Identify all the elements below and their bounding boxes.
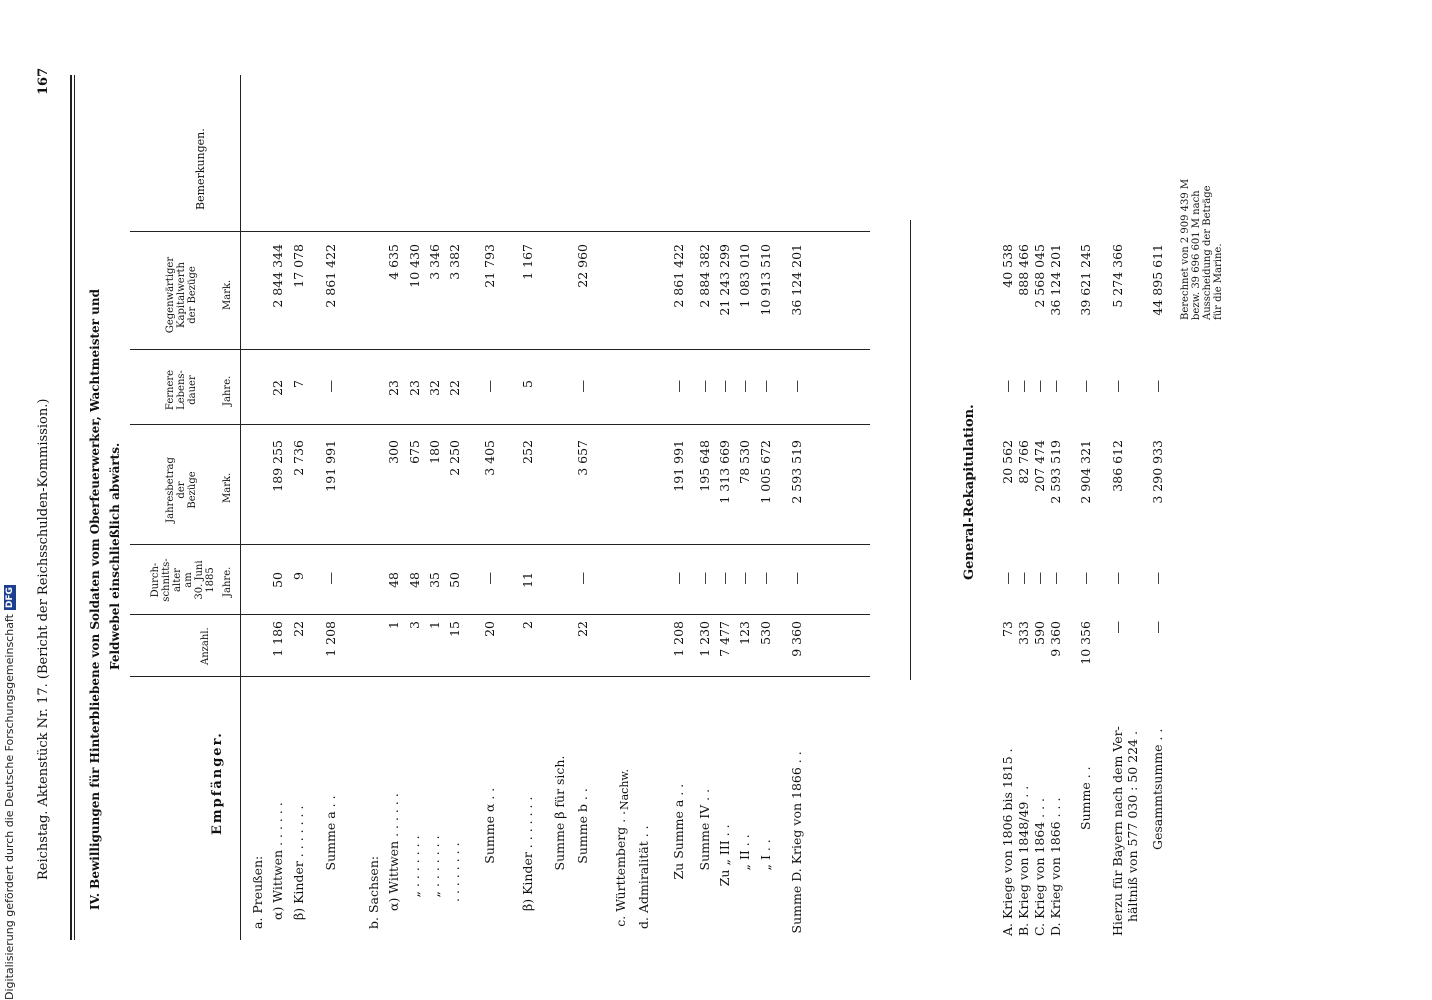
row-label: Summe β für sich. (551, 755, 567, 871)
row-capital: 2 844 344 (270, 244, 286, 308)
recap-life: — (1000, 380, 1015, 393)
row-annual: 180 (426, 440, 442, 464)
row-label: Summe α . . (482, 787, 497, 864)
row-annual: 1 313 669 (716, 440, 732, 504)
section-bottom-rule (910, 220, 911, 680)
recap-count: 333 (1016, 621, 1031, 645)
row-age: 35 (426, 572, 442, 588)
row-label: . . . . . . . . (447, 842, 463, 902)
recap-capital: 2 568 045 (1032, 244, 1047, 308)
nachweis-note: Nachw. (617, 768, 631, 810)
recap-capital: 44 895 611 (1150, 244, 1165, 316)
row-capital: 2 884 382 (696, 244, 712, 308)
row-count: 1 208 (670, 621, 686, 657)
recap-count: 9 360 (1048, 621, 1063, 657)
row-capital: 1 167 (519, 244, 535, 280)
row-count: 1 186 (270, 621, 286, 657)
recap-count: — (1150, 621, 1165, 634)
header-age: Durch- schnitts- alter am 30. Juni 1885 (150, 558, 216, 602)
row-age: — (482, 572, 497, 585)
recap-capital: 888 466 (1016, 244, 1031, 296)
recap-label: Summe . . (1078, 766, 1093, 830)
row-age: 48 (386, 572, 402, 588)
divider-age (130, 614, 870, 615)
row-count: 20 (482, 621, 497, 637)
row-label: Summe IV . . (696, 788, 712, 871)
row-count: 9 360 (789, 621, 805, 657)
recap-capital: 36 124 201 (1048, 244, 1063, 316)
dfg-logo: DFG (5, 587, 15, 609)
divider-annual (130, 544, 870, 545)
recap-annual: 2 593 519 (1048, 440, 1063, 504)
row-age: 11 (519, 572, 535, 588)
row-count: 1 208 (322, 621, 338, 657)
recap-life: — (1110, 380, 1125, 393)
row-annual: 2 250 (447, 440, 463, 476)
recap-label: A. Kriege von 1806 bis 1815 . (1000, 748, 1015, 936)
row-life: 32 (426, 380, 442, 396)
row-label: d. Admiralität . . (635, 825, 651, 929)
row-label: Summe a . . (322, 795, 338, 871)
row-annual: 2 593 519 (789, 440, 805, 504)
recap-capital: 5 274 366 (1110, 244, 1125, 308)
recap-age: — (1110, 572, 1125, 585)
row-count: 22 (574, 621, 590, 637)
recap-count: — (1110, 621, 1125, 634)
row-capital: 2 861 422 (670, 244, 686, 308)
recap-annual: 207 474 (1032, 440, 1047, 492)
row-capital: 22 960 (574, 244, 590, 288)
row-count: 22 (290, 621, 306, 637)
divider-remarks (130, 231, 870, 232)
recap-age: — (1078, 572, 1093, 585)
recap-life: — (1016, 380, 1031, 393)
row-annual: 2 736 (290, 440, 306, 476)
recap-count: 10 356 (1078, 621, 1093, 665)
header-life: Fernere Lebens- dauer (165, 369, 198, 411)
section-title-2: Feldwebel einschließlich abwärts. (108, 442, 122, 670)
row-capital: 21 243 299 (716, 244, 732, 316)
header-capital-unit: Mark. (222, 279, 233, 310)
row-life: — (757, 380, 773, 393)
recap-count: 590 (1032, 621, 1047, 645)
recap-capital: 39 621 245 (1078, 244, 1093, 316)
row-life: 5 (519, 380, 535, 388)
row-life: — (670, 380, 686, 393)
row-annual: 195 648 (696, 440, 712, 492)
row-age: — (696, 572, 712, 585)
recap-age: — (1150, 572, 1165, 585)
row-capital: 4 635 (386, 244, 402, 280)
row-capital: 3 382 (447, 244, 463, 280)
recap-label: B. Krieg von 1848/49 . . (1016, 785, 1031, 936)
header-life-unit: Jahre. (222, 375, 233, 406)
row-capital: 10 430 (406, 244, 422, 288)
row-label: „ I . . (757, 839, 773, 871)
recap-label: C. Krieg von 1864 . . . (1032, 797, 1047, 936)
recap-capital: 40 538 (1000, 244, 1015, 288)
row-count: 1 (386, 621, 402, 629)
page-header: Reichstag. Aktenstück Nr. 17. (Bericht der Reichsschulden-Kommission.) (36, 398, 51, 880)
row-age: — (670, 572, 686, 585)
row-count: 123 (737, 621, 753, 645)
row-life: — (482, 380, 497, 393)
row-annual: 675 (406, 440, 422, 464)
row-age: 48 (406, 572, 422, 588)
row-label: Zu „ III . . (716, 824, 732, 887)
table-top-rule-2 (74, 75, 75, 940)
header-age-unit: Jahre. (222, 566, 233, 597)
row-count: 1 (426, 621, 442, 629)
row-label: a. Preußen: (250, 855, 265, 929)
row-age: 50 (270, 572, 286, 588)
row-annual: 252 (519, 440, 535, 464)
row-capital: 10 913 510 (757, 244, 773, 316)
recap-life: — (1078, 380, 1093, 393)
row-count: 3 (406, 621, 422, 629)
row-life: 22 (447, 380, 463, 396)
row-capital: 17 078 (290, 244, 306, 288)
divider-count (130, 676, 870, 677)
recap-annual: 82 766 (1016, 440, 1031, 484)
row-annual: 78 530 (737, 440, 753, 484)
row-age: — (737, 572, 753, 585)
header-annual-unit: Mark. (222, 472, 233, 503)
recap-annual: 386 612 (1110, 440, 1125, 492)
row-life: — (737, 380, 753, 393)
row-life: 23 (406, 380, 422, 396)
row-label: b. Sachsen: (366, 855, 381, 929)
row-capital: 1 083 010 (737, 244, 753, 308)
row-annual: 191 991 (670, 440, 686, 492)
row-life: — (574, 380, 590, 393)
recap-annual: 20 562 (1000, 440, 1015, 484)
row-life: 22 (270, 380, 286, 396)
divider-capital (130, 349, 870, 350)
row-age: — (322, 572, 338, 585)
row-annual: 3 405 (482, 440, 497, 476)
row-label: c. Württemberg . . (612, 810, 628, 927)
page-number: 167 (36, 67, 51, 95)
recap-label: Gesammtsumme . . (1150, 728, 1165, 850)
row-label: β) Kinder . . . . . . . (290, 805, 306, 920)
row-capital: 36 124 201 (789, 244, 805, 316)
header-capital: Gegenwärtiger Kapitalwerth der Bezüge (165, 256, 198, 334)
row-count: 1 230 (696, 621, 712, 657)
header-annual: Jahresbetrag der Bezüge (165, 457, 198, 523)
row-annual: 300 (386, 440, 402, 464)
row-capital: 2 861 422 (322, 244, 338, 308)
row-age: 50 (447, 572, 463, 588)
row-life: — (696, 380, 712, 393)
header-remarks: Bemerkungen. (194, 128, 207, 210)
recap-label: D. Krieg von 1866 . . . (1048, 797, 1063, 936)
recap-label-2: hältniß von 577 030 : 50 224 . (1125, 730, 1140, 922)
table-top-rule (70, 75, 72, 940)
row-label: β) Kinder . . . . . . . (519, 796, 535, 911)
row-life: — (716, 380, 732, 393)
row-age: — (716, 572, 732, 585)
row-label: α) Wittwen . . . . . . (270, 802, 286, 920)
header-bottom-rule (240, 75, 241, 940)
recap-label: Hierzu für Bayern nach dem Ver- (1110, 726, 1125, 936)
recap-annual: 2 904 321 (1078, 440, 1093, 504)
recap-age: — (1016, 572, 1031, 585)
recap-life: — (1032, 380, 1047, 393)
row-annual: 1 005 672 (757, 440, 773, 504)
recap-count: 73 (1000, 621, 1015, 637)
row-label: „ . . . . . . . (426, 835, 442, 898)
recap-annual: 3 290 933 (1150, 440, 1165, 504)
row-life: — (789, 380, 805, 393)
row-life: 23 (386, 380, 402, 396)
row-label: „ II . . (737, 834, 753, 871)
recap-age: — (1000, 572, 1015, 585)
row-annual: 191 991 (322, 440, 338, 492)
row-count: 2 (519, 621, 535, 629)
row-count: 15 (447, 621, 463, 637)
recap-life: — (1150, 380, 1165, 393)
recap-life: — (1048, 380, 1063, 393)
row-life: — (322, 380, 338, 393)
row-capital: 3 346 (426, 244, 442, 280)
row-age: — (789, 572, 805, 585)
digitization-text: Digitalisierung gefördert durch die Deutsche Forschungsgemeinschaft (3, 614, 16, 1000)
header-count: Anzahl. (200, 627, 211, 665)
row-label: Summe D. Krieg von 1866 . . (789, 751, 805, 934)
row-capital: 21 793 (482, 244, 497, 288)
divider-life (130, 424, 870, 425)
recap-age: — (1048, 572, 1063, 585)
row-label: „ . . . . . . . (406, 835, 422, 898)
row-label: Summe b . . (574, 788, 590, 864)
row-label: Zu Summe a . . (670, 783, 686, 880)
row-label: α) Wittwen . . . . . . (386, 793, 402, 911)
section-title: IV. Bewilligungen für Hinterbliebene von Soldaten vom Oberfeuerwerker, Wachtmeister und (88, 289, 102, 910)
row-count: 7 477 (716, 621, 732, 657)
row-count: 530 (757, 621, 773, 645)
remark-note: Berechnet von 2 909 439 M bezw. 39 696 601 M nach Ausscheidung der Beträge für die Marine. (1180, 178, 1224, 320)
row-life: 7 (290, 380, 306, 388)
header-recipients: Empfänger. (210, 731, 225, 835)
recap-title: General-Rekapitulation. (962, 404, 977, 580)
row-age: — (574, 572, 590, 585)
row-age: — (757, 572, 773, 585)
row-annual: 189 255 (270, 440, 286, 492)
digitization-footer (2, 0, 18, 1000)
row-annual: 3 657 (574, 440, 590, 476)
row-age: 9 (290, 572, 306, 580)
recap-age: — (1032, 572, 1047, 585)
